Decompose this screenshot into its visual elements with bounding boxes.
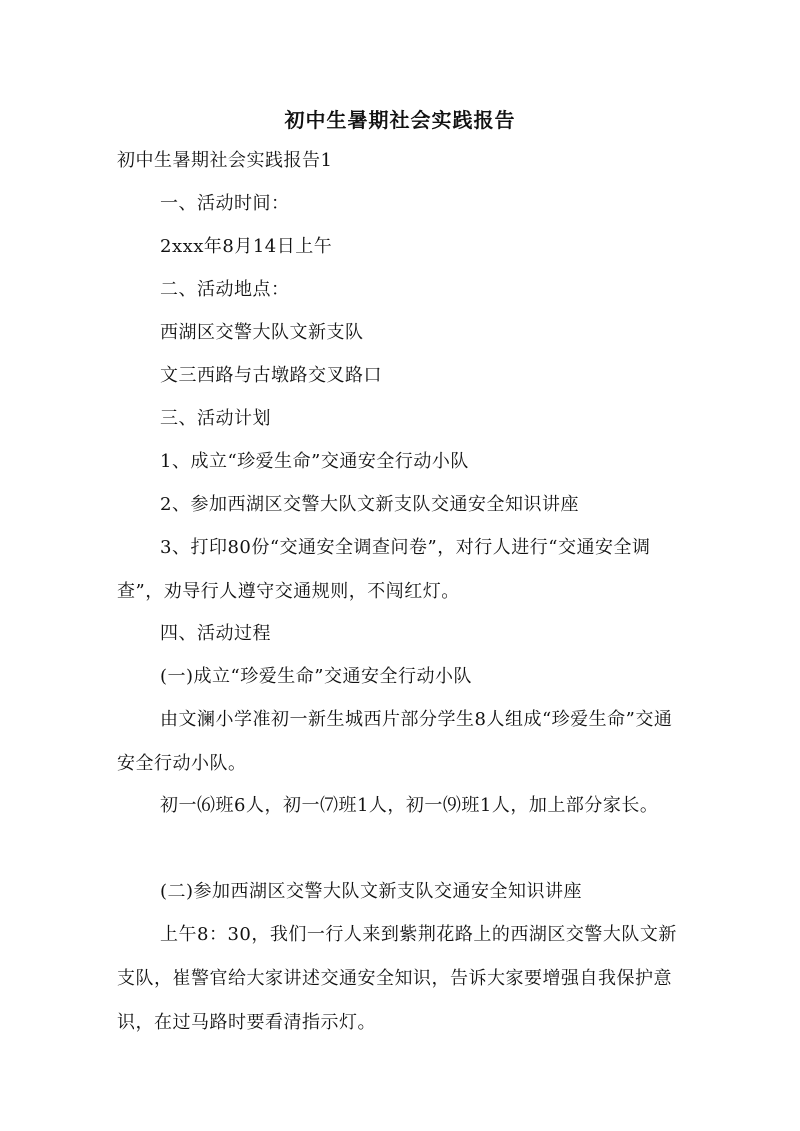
plan-item-2: 2、参加西湖区交警大队文新支队交通安全知识讲座 bbox=[160, 494, 579, 515]
paragraph-lecture: 上午8：30，我们一行人来到紫荆花路上的西湖区交警大队文新支队，崔警官给大家讲述交通安全知识，告诉大家要增强自我保护意识，在过马路时要看清指示灯。 bbox=[117, 924, 677, 1033]
paragraph-date: 2xxx年8月14日上午 bbox=[160, 236, 333, 257]
paragraph-team: 由文澜小学准初一新生城西片部分学生8人组成“珍爱生命”交通安全行动小队。 bbox=[117, 709, 673, 774]
subsection-heading-2: (二)参加西湖区交警大队文新支队交通安全知识讲座 bbox=[160, 881, 583, 902]
paragraph-location-2: 文三西路与古墩路交叉路口 bbox=[160, 365, 382, 386]
subsection-heading-1: (一)成立“珍爱生命”交通安全行动小队 bbox=[160, 666, 472, 687]
paragraph-location-1: 西湖区交警大队文新支队 bbox=[160, 322, 364, 343]
section-heading-location: 二、活动地点： bbox=[160, 279, 290, 300]
section-heading-process: 四、活动过程 bbox=[160, 623, 271, 644]
document-title: 初中生暑期社会实践报告 bbox=[284, 108, 516, 132]
section-heading-plan: 三、活动计划 bbox=[160, 408, 271, 429]
section-heading-time: 一、活动时间： bbox=[160, 193, 290, 214]
plan-item-3: 3、打印80份“交通安全调查问卷”，对行人进行“交通安全调查”，劝导行人遵守交通规则，不闯红灯。 bbox=[117, 537, 651, 602]
plan-item-1: 1、成立“珍爱生命”交通安全行动小队 bbox=[160, 451, 469, 472]
report-subtitle: 初中生暑期社会实践报告1 bbox=[117, 150, 333, 171]
paragraph-members: 初一⑹班6人，初一⑺班1人，初一⑼班1人，加上部分家长。 bbox=[160, 795, 659, 816]
